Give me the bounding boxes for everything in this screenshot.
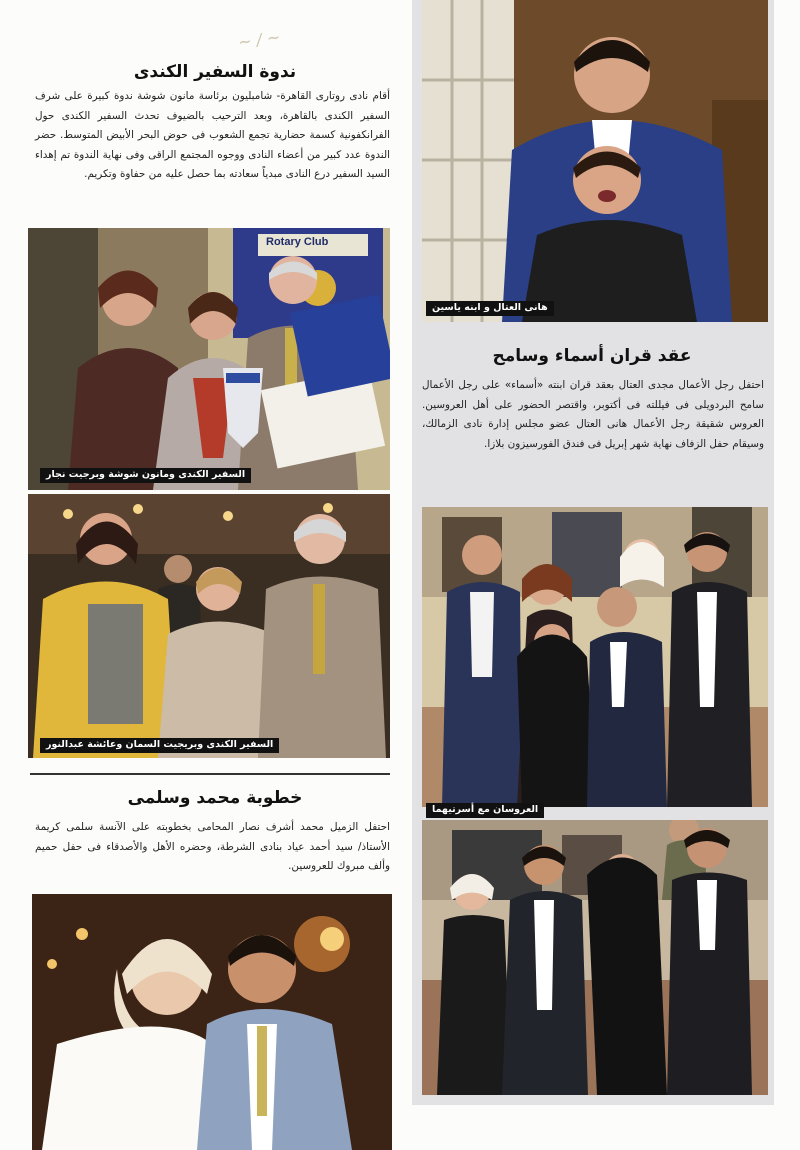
photo-ambassador-guests-image [28, 494, 390, 758]
photo-couple-families [422, 507, 768, 807]
photo-hany-son-image [422, 0, 768, 322]
photo-ambassador-guests [28, 494, 390, 758]
story-title-ambassador: ندوة السفير الكندى [133, 62, 297, 82]
story-title-wedding-contract: عقد قران أسماء وسامح [492, 346, 692, 366]
photo-group-guests [422, 820, 768, 1095]
caption-ambassador-guests: السفير الكندى وبريجيت السمان وعائشة عبدالنور [40, 738, 279, 753]
story-body-ambassador: أقام نادى روتارى القاهرة- شامبليون برئاسة مانون شوشة ندوة كبيرة على شرف السفير الكندى بالقاهرة، وبعد الترحيب بالضيوف تحدث السفير الكندى حول الفرانكفونية كسمة حضارية تجمع الشعوب فى حوض البحر الأبيض المتوسط. حضر الندوة عدد كبير من أعضاء النادى ووجوه المجتمع الراقى وفى نهاية الندوة تم إهداء السيد السفير درع النادى مبدياً سعادته بما حصل عليه من حفاوة وتكريم. [35, 90, 390, 180]
story-body-wedding-contract: احتفل رجل الأعمال مجدى العتال بعقد قران ابنته «أسماء» على رجل الأعمال سامح البردويلى فى فيللته فى أكتوبر، واقتصر الحضور على أهل العروسين. العروس شقيقة رجل الأعمال هانى العتال عضو مجلس إدارة نادى الزمالك، وسيقام حفل الزفاف نهاية شهر إبريل فى فندق الفورسيزون بلازا. [422, 379, 764, 450]
photo-ambassador-plaque [28, 228, 390, 490]
photo-ambassador-plaque-image [28, 228, 390, 490]
photo-engaged-couple [32, 894, 392, 1150]
rotary-banner-text: Rotary Club [266, 236, 329, 248]
story-title-engagement: خطوبة محمد وسلمى [127, 788, 303, 808]
caption-hany-son: هانى العتال و ابنه ياسين [426, 301, 554, 316]
section-divider [30, 773, 390, 775]
story-body-engagement: احتفل الزميل محمد أشرف نصار المحامى بخطوبته على الآنسة سلمى كريمة الأستاذ/ سيد أحمد عياد بنادى الشرطة، وحضره الأهل والأصدقاء فى حفل حميم وألف مبروك للعروسين. [35, 821, 390, 872]
caption-couple-families: العروسان مع أسرتيهما [426, 803, 544, 818]
handwritten-mark: ~ / ~ [236, 27, 282, 52]
photo-hany-son [422, 0, 768, 322]
caption-ambassador-plaque: السفير الكندى ومانون شوشة وبرجيت نجار [40, 468, 251, 483]
photo-couple-families-image [422, 507, 768, 807]
photo-group-guests-image [422, 820, 768, 1095]
photo-engaged-couple-image [32, 894, 392, 1150]
